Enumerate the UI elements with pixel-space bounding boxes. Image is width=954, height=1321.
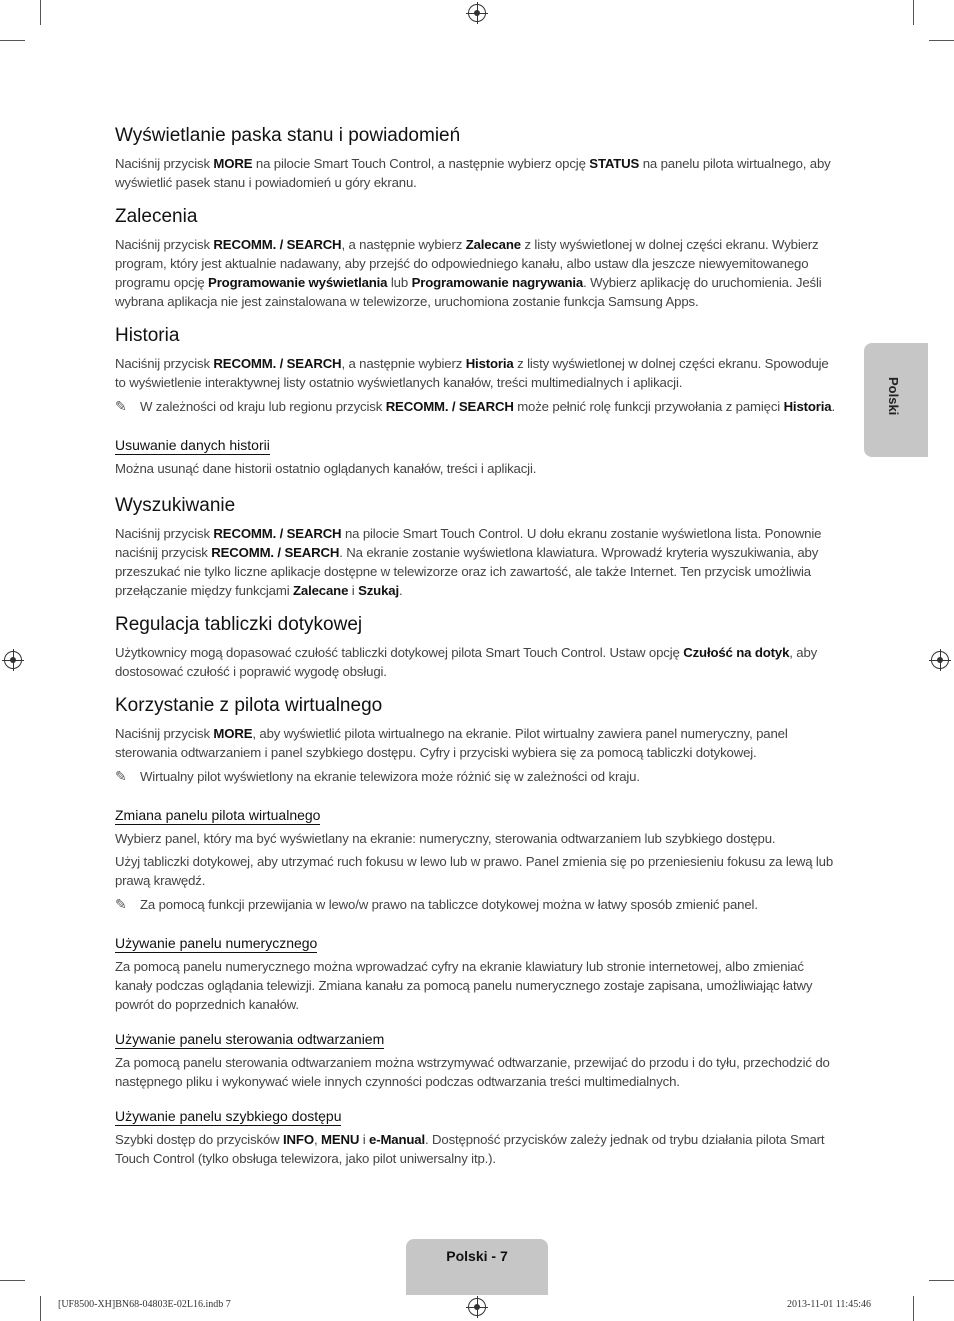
crop-mark xyxy=(0,1280,25,1281)
paragraph: Naciśnij przycisk RECOMM. / SEARCH, a następnie wybierz Historia z listy wyświetlonej w dolnej części ekranu. Spowoduje to wyświetlenie interaktywnej listy ostatnio wyświetlanych kanałów, treści multimedialnych i aplikacji. xyxy=(115,356,829,390)
subsection-title: Usuwanie danych historii xyxy=(115,437,270,453)
paragraph: Można usunąć dane historii ostatnio oglądanych kanałów, treści i aplikacji. xyxy=(115,461,537,476)
crop-mark xyxy=(0,40,25,41)
subsection-playback-panel xyxy=(115,1030,841,1091)
language-label: Polski xyxy=(886,377,901,416)
paragraph: Naciśnij przycisk RECOMM. / SEARCH, a następnie wybierz Zalecane z listy wyświetlonej w dolnej części ekranu. Wybierz program, który jest aktualnie nadawany, aby przejść do odpowiedniego kanału, albo ustaw dla jeszcze niewyemitowanego programu opcję Programowanie wyświetlania lub Programowanie nagrywania. Wybierz aplikację do uruchomienia. Jeśli wybrana aplikacja nie jest zainstalowana w telewizorze, uruchomiona zostanie funkcja Samsung Apps. xyxy=(115,237,822,309)
section-title: Korzystanie z pilota wirtualnego xyxy=(115,695,383,716)
registration-mark-icon xyxy=(468,1298,486,1316)
subsection-delete-history xyxy=(115,436,841,478)
section-search xyxy=(115,494,841,600)
subsection-title: Używanie panelu sterowania odtwarzaniem xyxy=(115,1031,385,1047)
section-title: Regulacja tabliczki dotykowej xyxy=(115,614,363,635)
section-recommendations xyxy=(115,205,841,311)
section-title: Wyszukiwanie xyxy=(115,495,236,516)
page-number: Polski - 7 xyxy=(446,1248,508,1264)
print-footer-timestamp: 2013-11-01 11:45:46 xyxy=(787,1299,871,1310)
crop-mark xyxy=(40,1296,41,1321)
crop-mark xyxy=(929,1280,954,1281)
subsection-title: Używanie panelu numerycznego xyxy=(115,935,318,951)
subsection-title: Używanie panelu szybkiego dostępu xyxy=(115,1108,342,1124)
paragraph: Naciśnij przycisk MORE, aby wyświetlić pilota wirtualnego na ekranie. Pilot wirtualny zawiera panel numeryczny, panel sterowania odtwarzaniem i panel szybkiego dostępu. Cyfry i przyciski wybiera się za pomocą tabliczki dotykowej. xyxy=(115,726,788,760)
paragraph: Szybki dostęp do przycisków INFO, MENU i e-Manual. Dostępność przycisków zależy jednak od trybu działania pilota Smart Touch Control (tylko obsługa telewizora, jako pilot uniwersalny itp.). xyxy=(115,1132,825,1166)
registration-mark-icon xyxy=(4,651,22,669)
section-title: Zalecenia xyxy=(115,206,198,227)
paragraph: Wybierz panel, który ma być wyświetlany na ekranie: numeryczny, sterowania odtwarzaniem lub szybkiego dostępu. xyxy=(115,831,776,846)
subsection-numeric-panel xyxy=(115,934,841,1014)
paragraph: Naciśnij przycisk RECOMM. / SEARCH na pilocie Smart Touch Control. U dołu ekranu zostanie wyświetlona lista. Ponownie naciśnij przycisk RECOMM. / SEARCH. Na ekranie zostanie wyświetlona klawiatura. Wprowadź kryteria wyszukiwania, aby przeszukać nie tylko liczne aplikacje dostępne w telewizorze oraz ich zawartość, ale także Internet. Ten przycisk umożliwia przełączanie między funkcjami Zalecane i Szukaj. xyxy=(115,526,822,598)
section-title: Historia xyxy=(115,325,180,346)
language-side-tab xyxy=(864,343,928,457)
page-number-badge xyxy=(406,1239,548,1295)
subsection-title: Zmiana panelu pilota wirtualnego xyxy=(115,807,321,823)
note: ✎ Wirtualny pilot wyświetlony na ekranie telewizora może różnić się w zależności od kraju. xyxy=(115,768,640,784)
section-title: Wyświetlanie paska stanu i powiadomień xyxy=(115,125,461,146)
note: ✎ W zależności od kraju lub regionu przycisk RECOMM. / SEARCH może pełnić rolę funkcji przywołania z pamięci Historia. xyxy=(115,398,835,414)
section-history xyxy=(115,324,841,478)
crop-mark xyxy=(929,40,954,41)
paragraph: Naciśnij przycisk MORE na pilocie Smart Touch Control, a następnie wybierz opcję STATUS na panelu pilota wirtualnego, aby wyświetlić pasek stanu i powiadomień u góry ekranu. xyxy=(115,156,831,190)
section-status-bar xyxy=(115,124,841,192)
subsection-quick-access-panel xyxy=(115,1107,841,1168)
paragraph: Za pomocą panelu sterowania odtwarzaniem można wstrzymywać odtwarzanie, przewijać do przodu i do tyłu, przechodzić do następnego pliku i wykonywać wiele innych czynności podczas odtwarzania treści multimedialnych. xyxy=(115,1055,830,1089)
pencil-note-icon: ✎ xyxy=(115,896,127,912)
pencil-note-icon: ✎ xyxy=(115,768,127,784)
pencil-note-icon: ✎ xyxy=(115,398,127,414)
paragraph: Użyj tabliczki dotykowej, aby utrzymać ruch fokusu w lewo lub w prawo. Panel zmienia się po przeniesieniu fokusu za lewą lub prawą krawędź. xyxy=(115,854,834,888)
registration-mark-icon xyxy=(468,4,486,22)
section-touchpad xyxy=(115,613,841,681)
document-body xyxy=(115,124,841,1181)
crop-mark xyxy=(913,0,914,25)
paragraph: Użytkownicy mogą dopasować czułość tabliczki dotykowej pilota Smart Touch Control. Ustaw opcję Czułość na dotyk, aby dostosować czułość i poprawić wygodę obsługi. xyxy=(115,645,818,679)
registration-mark-icon xyxy=(931,651,949,669)
note: ✎ Za pomocą funkcji przewijania w lewo/w prawo na tabliczce dotykowej można w łatwy sposób zmienić panel. xyxy=(115,896,758,912)
print-footer-file: [UF8500-XH]BN68-04803E-02L16.indb 7 xyxy=(58,1299,231,1310)
section-virtual-remote xyxy=(115,694,841,1168)
paragraph: Za pomocą panelu numerycznego można wprowadzać cyfry na ekranie klawiatury lub stronie internetowej, albo zmieniać kanały podczas oglądania telewizji. Zmiana kanału za pomocą panelu numerycznego zostaje zapisana, umożliwiając łatwy powrót do poprzednich kanałów. xyxy=(115,959,813,1012)
crop-mark xyxy=(913,1296,914,1321)
subsection-change-panel xyxy=(115,806,841,914)
crop-mark xyxy=(40,0,41,25)
